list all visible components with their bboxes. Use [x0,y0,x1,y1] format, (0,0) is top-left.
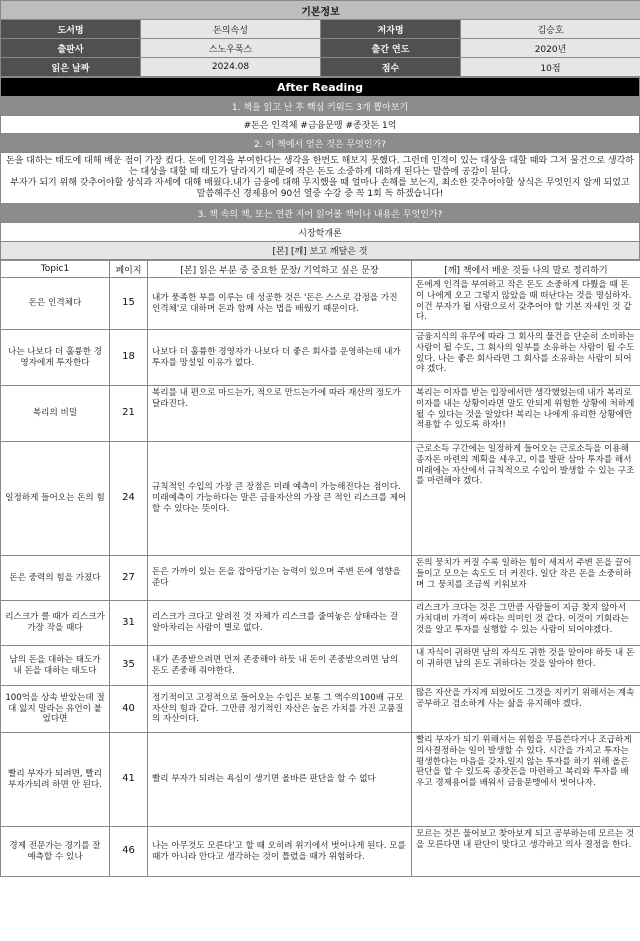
row-topic: 일정하게 들어오는 돈의 힘 [1,442,110,556]
row-topic: 나는 나보다 더 훌륭한 경영자에게 투자한다 [1,330,110,386]
after-reading-table [0,77,640,260]
score-label: 점수 [321,58,461,77]
row-note: 근로소득 구간에는 일정하게 들어오는 근로소득을 이용해 종자돈 마련의 계획을 세우고, 이를 발판 삼아 투자를 해서 미래에는 자산에서 규칙적으로 수입이 발생할 수 있는 구조를 마련해야 겠다. [412,442,640,556]
row-note: 복리는 이자를 받는 입장에서만 생각했었는데 내가 복리로 이자를 내는 상황이라면 말도 안되게 위험한 상황에 처하게 될 수 있다는 것을 알았다! 복리는 나에게 유리한 상황에만 적용할 수 있도록 하자!! [412,386,640,442]
row-quote: 나보다 더 훌륭한 경영자가 나보다 더 좋은 회사를 운영하는데 내가 투자를 망설일 이유가 없다. [148,330,412,386]
col-quote: [본] 읽은 부분 중 중요한 문장/ 기억하고 싶은 문장 [148,261,412,278]
book-label: 도서명 [1,20,141,39]
row-page: 24 [110,442,148,556]
publisher-label: 출판사 [1,39,141,58]
row-topic: 복리의 비밀 [1,386,110,442]
row-topic: 남의 돈을 대하는 태도가 내 돈을 대하는 태도다 [1,646,110,686]
basic-info-table [0,0,640,77]
row-page: 35 [110,646,148,686]
row-note: 리스크가 크다는 것은 그만큼 사람들이 지금 찾지 않아서 가치대비 가격이 싸다는 의미인 것 같다. 이것이 기회라는 것을 알고 투자를 실행할 수 있는 사람이 되어야겠다. [412,601,640,646]
question-1: 1. 책을 읽고 난 후 핵심 키워드 3개 뽑아보기 [1,97,640,116]
row-page: 31 [110,601,148,646]
answer-2-line-1: 돈을 대하는 태도에 대해 배운 점이 가장 컸다. 돈에 인격을 부여한다는 생각을 한번도 해보지 못했다. 그런데 인격이 있는 대상을 대할 때와 그저 물건으로 생각하는 대상을 대할 때 태도가 달라지기 때문에 작은 돈도 소중하게 대하게 된다는 말씀에 공감이 된다. [6,156,634,177]
row-note: 금융지식의 유무에 따라 그 회사의 물건을 단순히 소비하는 사람이 될 수도, 그 회사의 일부를 소유하는 사람이 될 수도 있다. 나는 좋은 회사라면 그 회사를 소유하는 사람이 되어야 겠다. [412,330,640,386]
row-quote: 복리를 내 편으로 마드는가, 적으로 만드는가에 따라 재산의 정도가 달라진다. [148,386,412,442]
row-page: 15 [110,278,148,330]
row-page: 27 [110,556,148,601]
author-label: 저자명 [321,20,461,39]
year-value: 2020년 [461,39,640,58]
row-page: 40 [110,686,148,733]
row-page: 21 [110,386,148,442]
after-reading-title: After Reading [1,78,640,97]
row-note: 빨리 부자가 되기 위해서는 위험을 무릅쓴다거나 조급하게 의사결정하는 일이 발생할 수 있다. 시간을 가지고 투자는 평생한다는 마음을 갖자.일지 않는 투자를 하기 위해 올은 판단을 할 수 있도록 종잣돈을 마련하고 복리와 투자를 배우고 경제용어를 배워서 금융문맹에서 벗어나자. [412,733,640,827]
row-topic: 100억을 상속 받았는데 절대 잃지 말라는 유언이 붙었다면 [1,686,110,733]
row-topic: 경제 전문가는 경기를 잘 예측할 수 있나 [1,827,110,877]
row-quote: 정기적이고 고정적으로 들어오는 수입은 보통 그 액수의100배 규모 자산의 힘과 같다. 그만큼 정기적인 자산은 높은 가치를 가진 고품질의 자산이다. [148,686,412,733]
book-value: 돈의속성 [141,20,321,39]
year-label: 출간 연도 [321,39,461,58]
row-page: 18 [110,330,148,386]
row-quote: 나는 아무것도 모른다'고 할 때 오히려 위기에서 벗어나게 된다. 모를 때가 아니라 안다고 생각하는 것이 틀렸을 때가 위험하다. [148,827,412,877]
row-topic: 돈은 인격체다 [1,278,110,330]
col-page: 페이지 [110,261,148,278]
row-note: 많은 자산을 가지게 되었어도 그것을 지키기 위해서는 계속 공부하고 검소하게 사는 삶을 유지해야 겠다. [412,686,640,733]
read-date-value: 2024.08 [141,58,321,77]
row-topic: 돈은 중력의 힘을 가졌다 [1,556,110,601]
row-quote: 규칙적인 수입의 가장 큰 장점은 미래 예측이 가능해진다는 점이다. 미래예측이 가능하다는 말은 금융자산의 가장 큰 적인 리스크를 제어할 수 있다는 뜻이다. [148,442,412,556]
row-quote: 빨리 부자가 되려는 욕심이 생기면 올바른 판단을 할 수 없다 [148,733,412,827]
row-topic: 리스크가 클 때가 리스크가 가장 작을 때다 [1,601,110,646]
col-topic: Topic1 [1,261,110,278]
row-note: 모르는 것은 물어보고 찾아보게 되고 공부하는데 모르는 것을 모른다면 내 판단이 맞다고 생각하고 의사 결정을 한다. [412,827,640,877]
col-note: [깨] 책에서 배운 것들 나의 말로 정리하기 [412,261,640,278]
question-2: 2. 이 책에서 얻은 것은 무엇인가? [1,134,640,153]
row-page: 41 [110,733,148,827]
basic-info-title: 기본정보 [1,1,640,20]
row-quote: 내가 풍족한 부를 이루는 데 성공한 것은 '돈은 스스로 감정을 가진 인격체'로 대하며 돈과 함께 사는 법을 배웠기 때문이다. [148,278,412,330]
row-quote: 리스크가 크다고 알려진 것 자체가 리스크를 줄여놓은 상태라는 걸 알아차리는 사람이 별로 없다. [148,601,412,646]
row-quote: 내가 존중받으려면 먼저 존중해야 하듯 내 돈이 존중받으려면 남의 돈도 존중해 줘야한다. [148,646,412,686]
row-quote: 돈은 가까이 있는 돈을 잡아당기는 능력이 있으며 주변 돈에 영향을 준다 [148,556,412,601]
answer-2 [1,153,640,204]
score-value: 10점 [461,58,640,77]
read-date-label: 읽은 날짜 [1,58,141,77]
keywords: #돈은 인격체 #금융문맹 #종잣돈 1억 [1,116,640,134]
publisher-value: 스노우폭스 [141,39,321,58]
notes-table [0,260,640,877]
row-page: 46 [110,827,148,877]
answer-2-line-2: 부자가 되기 위해 갖추어야할 상식과 자세에 대해 배웠다.내가 금융에 대해 무지했을 때 얼마나 손해를 보는지, 최소한 갖추어야할 상식은 무엇인지 알게 되었고 말씀해주신 경제용어 90선 열중 수강 중 꼭 1회 독 하겠습니다! [10,178,630,199]
notes-header: [본] [깨] 보고 깨달은 것 [1,242,640,260]
row-topic: 빨리 부자가 되려면, 빨리 부자가되려 하면 안 된다. [1,733,110,827]
question-3: 3. 책 속의 책, 또는 연관 지어 읽어볼 책이나 내용은 무엇인가? [1,204,640,223]
row-note: 내 자식이 귀하면 남의 자식도 귀한 것을 알아야 하듯 내 돈이 귀하면 남의 돈도 귀하다는 것을 알아야 한다. [412,646,640,686]
row-note: 돈에게 인격을 부여하고 작은 돈도 소중하게 다뤘을 때 돈이 나에게 오고 그렇지 않았을 때 떠난다는 것을 명심하자. 이건 부자가 될 사람으로서 갖추어야 할 기본 자세인 것 같다. [412,278,640,330]
related-book: 시장학개론 [1,223,640,242]
author-value: 김승호 [461,20,640,39]
row-note: 돈의 뭉치가 커질 수록 일하는 힘이 세져서 주변 돈을 끌어들이고 모으는 속도도 더 커진다. 일단 작은 돈을 소중히하며 그 뭉치를 조금씩 키워보자 [412,556,640,601]
